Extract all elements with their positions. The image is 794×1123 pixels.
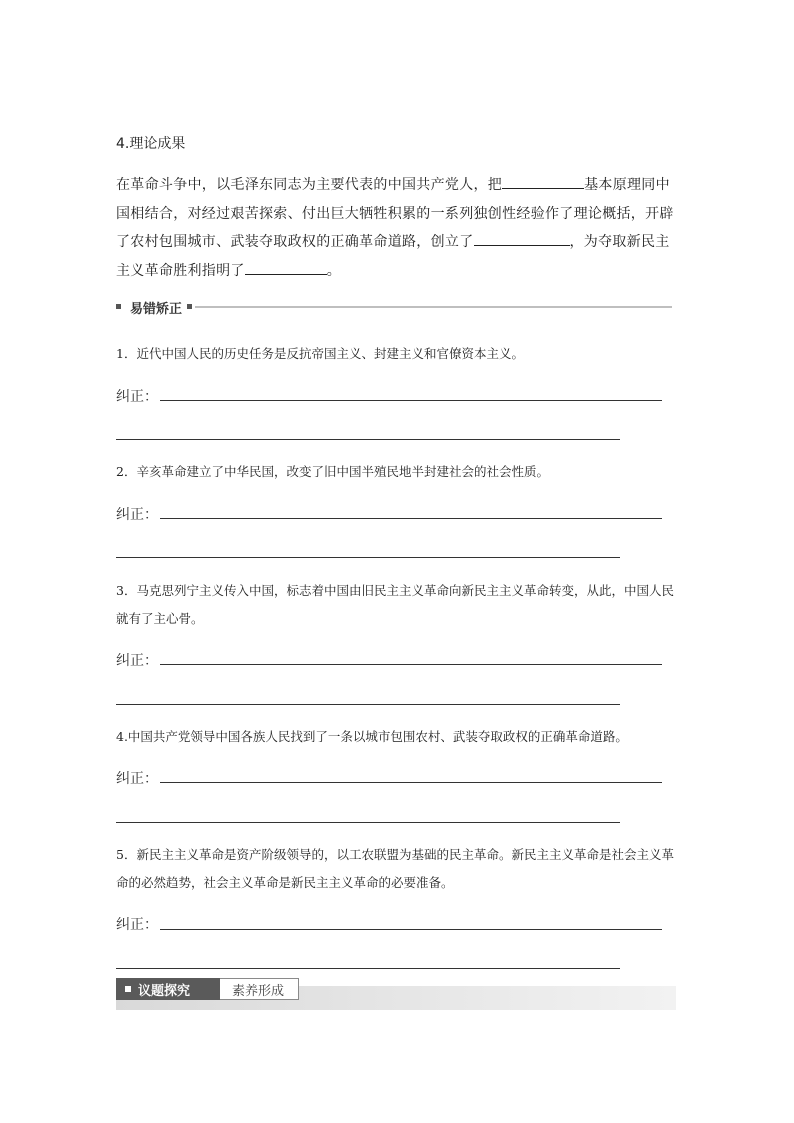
fill-blank-1	[502, 174, 584, 189]
answer-line	[116, 822, 620, 823]
error-correction-header	[116, 298, 672, 316]
correction-label: 纠正：	[116, 771, 158, 787]
tab-secondary	[220, 978, 299, 1000]
intro-segment-2: 基本原理同中国相结合，对经过艰苦探索、付出巨大牺牲积累的一系列独创性经验作了理论概括，开辟了农村包围城市、武装夺取政权的正确革命道路，创立了	[116, 177, 674, 250]
answer-line	[160, 782, 662, 783]
fill-blank-3	[245, 260, 327, 275]
answer-line	[116, 439, 620, 440]
error-correction-title: 易错矫正	[130, 302, 183, 317]
fill-blank-2	[474, 231, 570, 246]
answer-line	[116, 557, 620, 558]
error-item-5: 5．新民主主义革命是资产阶级领导的，以工农联盟为基础的民主革命。新民主主义革命是社会主义革命的必然趋势，社会主义革命是新民主主义革命的必要准备。	[116, 847, 674, 890]
correction-label: 纠正：	[116, 389, 158, 405]
tab-primary-label: 议题探究	[138, 984, 191, 999]
tab-secondary-label: 素养形成	[232, 984, 285, 999]
topic-exploration-banner	[116, 978, 676, 1014]
answer-line	[160, 929, 662, 930]
intro-segment-4: 。	[326, 262, 342, 279]
answer-line	[160, 518, 662, 519]
error-item-4: 4.中国共产党领导中国各族人民找到了一条以城市包围农村、武装夺取政权的正确革命道路。	[116, 729, 628, 744]
square-bullet-icon	[125, 986, 131, 992]
correction-label: 纠正：	[116, 653, 158, 669]
section-heading: 4.理论成果	[116, 136, 186, 152]
answer-line	[160, 400, 662, 401]
tab-primary	[116, 978, 220, 1000]
answer-line	[160, 664, 662, 665]
error-item-3: 3．马克思列宁主义传入中国，标志着中国由旧民主主义革命向新民主主义革命转变，从此，中国人民就有了主心骨。	[116, 583, 674, 626]
header-rule	[195, 306, 672, 308]
square-bullet-icon	[116, 304, 121, 309]
square-bullet-icon	[187, 304, 192, 309]
intro-paragraph	[116, 171, 682, 285]
error-item-2: 2．辛亥革命建立了中华民国，改变了旧中国半殖民地半封建社会的社会性质。	[116, 464, 549, 479]
error-item-1: 1．近代中国人民的历史任务是反抗帝国主义、封建主义和官僚资本主义。	[116, 346, 524, 361]
correction-label: 纠正：	[116, 507, 158, 523]
answer-line	[116, 704, 620, 705]
intro-segment-1: 在革命斗争中，以毛泽东同志为主要代表的中国共产党人，把	[116, 177, 503, 193]
answer-line	[116, 968, 620, 969]
intro-segment-3: ，为夺取新民主主义革命胜利指明了	[116, 234, 670, 279]
correction-label: 纠正：	[116, 917, 158, 933]
